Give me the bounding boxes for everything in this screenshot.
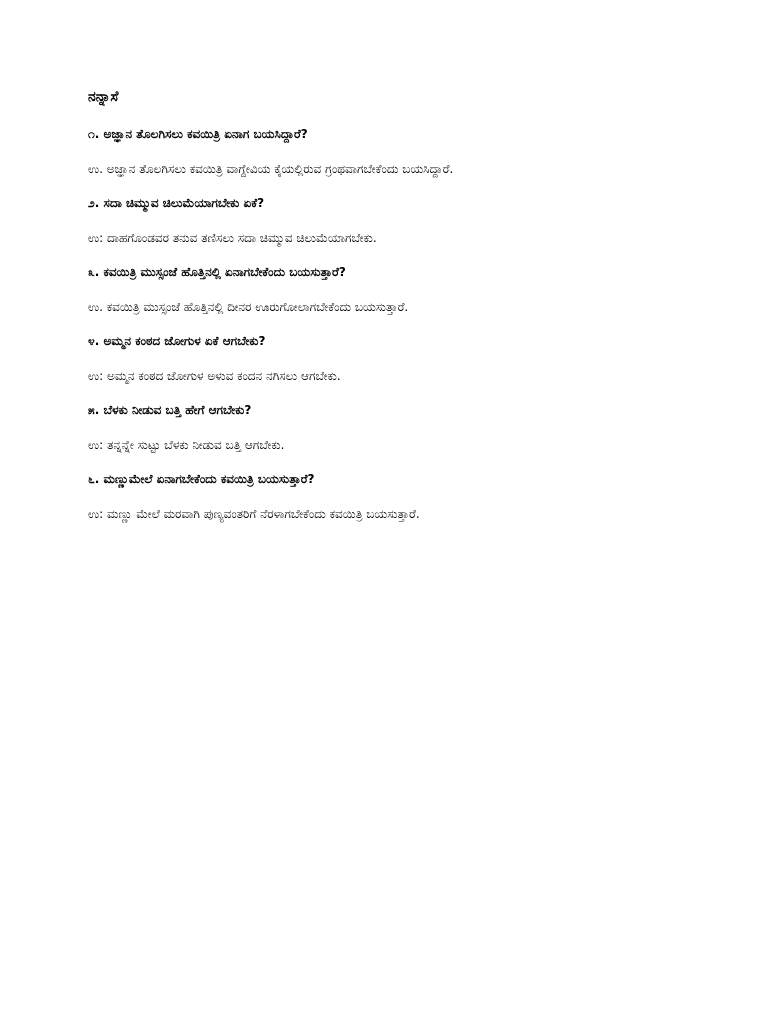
question-1: ೧. ಅಜ್ಞಾನ ತೊಲಗಿಸಲು ಕವಯಿತ್ರಿ ಏನಾಗ ಬಯಸಿದ್ದಾರೆ? bbox=[88, 127, 308, 141]
page-title: ನನ್ನಾಸೆ bbox=[88, 89, 119, 105]
answer-1: ಉ. ಅಜ್ಞಾನ ತೊಲಗಿಸಲು ಕವಯಿತ್ರಿ ವಾಗ್ದೇವಿಯ ಕೈಯಲ್ಲಿರುವ ಗ್ರಂಥವಾಗಬೇಕೆಂದು ಬಯಸಿದ್ದಾರೆ. bbox=[88, 161, 454, 176]
question-6: ೬. ಮಣ್ಣುಮೇಲೆ ಏನಾಗಬೇಕೆಂದು ಕವಯಿತ್ರಿ ಬಯಸುತ್ತಾರೆ? bbox=[88, 472, 315, 486]
question-4: ೪. ಅಮ್ಮನ ಕಂಠದ ಜೋಗುಳ ಏಕೆ ಆಗಬೇಕು? bbox=[88, 334, 266, 348]
question-2: ೨. ಸದಾ ಚಿಮ್ಮುವ ಚಿಲುಮೆಯಾಗಬೇಕು ಏಕೆ? bbox=[88, 196, 265, 210]
answer-6: ಉ: ಮಣ್ಣು ಮೇಲೆ ಮರವಾಗಿ ಪುಣ್ಯವಂತರಿಗೆ ನೆರಳಾಗಬೇಕೆಂದು ಕವಯಿತ್ರಿ ಬಯಸುತ್ತಾರೆ. bbox=[88, 506, 420, 521]
answer-5: ಉ: ತನ್ನನ್ನೇ ಸುಟ್ಟು ಬೆಳಕು ನೀಡುವ ಬತ್ತಿ ಆಗಬೇಕು. bbox=[88, 437, 285, 452]
answer-2: ಉ: ದಾಹಗೊಂಡವರ ತನುವ ತಣಿಸಲು ಸದಾ ಚಿಮ್ಮುವ ಚಿಲುಮೆಯಾಗಬೇಕು. bbox=[88, 230, 377, 245]
question-5: ೫. ಬೆಳಕು ನೀಡುವ ಬತ್ತಿ ಹೇಗೆ ಆಗಬೇಕು? bbox=[88, 403, 252, 417]
question-3: ೩. ಕವಯಿತ್ರಿ ಮುಸ್ಸಂಜೆ ಹೊತ್ತಿನಲ್ಲಿ ಏನಾಗಬೇಕೆಂದು ಬಯಸುತ್ತಾರೆ? bbox=[88, 265, 346, 279]
answer-3: ಉ. ಕವಯಿತ್ರಿ ಮುಸ್ಸಂಜೆ ಹೊತ್ತಿನಲ್ಲಿ ದೀನರ ಊರುಗೋಲಾಗಬೇಕೆಂದು ಬಯಸುತ್ತಾರೆ. bbox=[88, 299, 409, 314]
answer-4: ಉ: ಅಮ್ಮನ ಕಂಠದ ಜೋಗುಳ ಅಳುವ ಕಂದನ ನಗಿಸಲು ಆಗಬೇಕು. bbox=[88, 368, 341, 383]
qa-list bbox=[88, 126, 728, 522]
document-page bbox=[88, 88, 728, 540]
